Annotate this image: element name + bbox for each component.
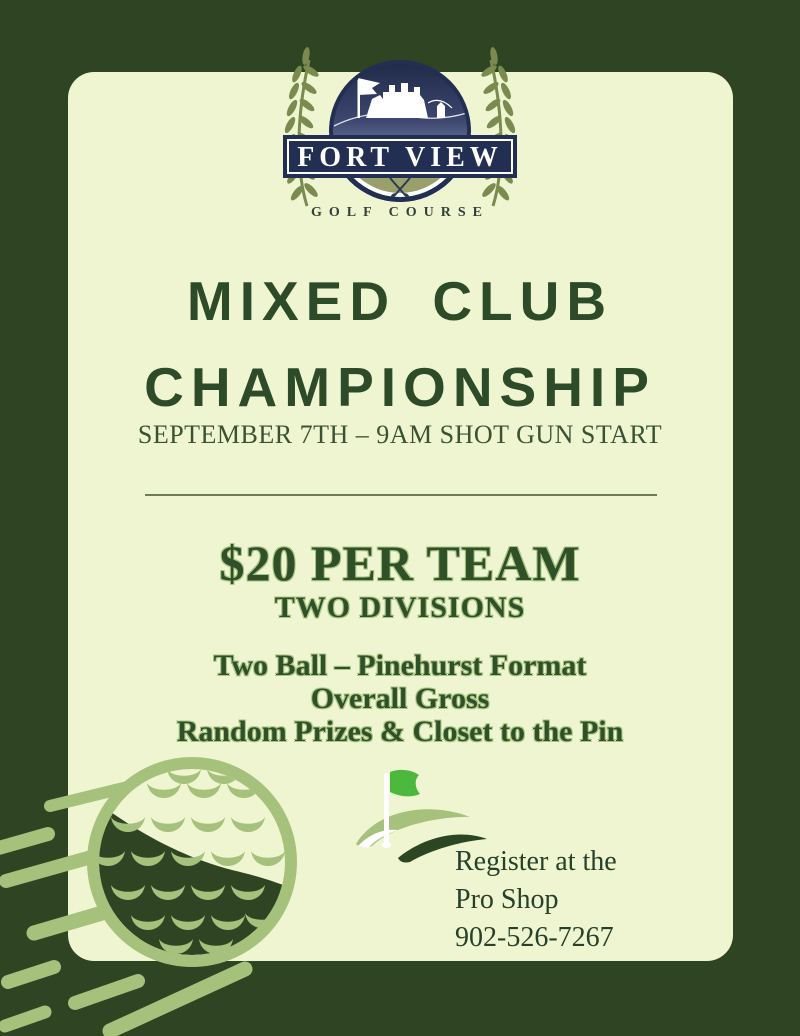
- logo-banner: [283, 135, 517, 178]
- event-title: [0, 258, 800, 430]
- phone-number: 902-526-7267: [455, 922, 614, 953]
- event-date: SEPTEMBER 7TH – 9AM SHOT GUN START: [137, 420, 663, 449]
- logo-tagline: GOLF COURSE: [311, 205, 489, 220]
- golf-ball-illustration: [0, 740, 360, 1036]
- divisions-label: TWO DIVISIONS: [274, 591, 526, 624]
- divider-line: [145, 494, 657, 496]
- event-title-line2: CHAMPIONSHIP: [144, 356, 656, 418]
- golf-flag-icon: [382, 770, 421, 848]
- register-line2: Pro Shop: [455, 884, 559, 915]
- detail-prizes: Random Prizes & Closet to the Pin: [176, 715, 624, 748]
- detail-format: Two Ball – Pinehurst Format: [213, 649, 587, 682]
- event-title-line1: MIXED CLUB: [186, 270, 614, 332]
- fort-emblem-icon: [329, 60, 475, 202]
- register-info: [455, 843, 675, 957]
- golf-ball-icon: [85, 763, 295, 961]
- entry-fee: $20 PER TEAM: [219, 535, 581, 591]
- event-details: [0, 649, 800, 748]
- register-line1: Register at the: [455, 846, 617, 877]
- logo-name: FORT VIEW: [297, 142, 503, 173]
- fort-view-logo: [255, 44, 545, 214]
- detail-scoring: Overall Gross: [310, 682, 490, 715]
